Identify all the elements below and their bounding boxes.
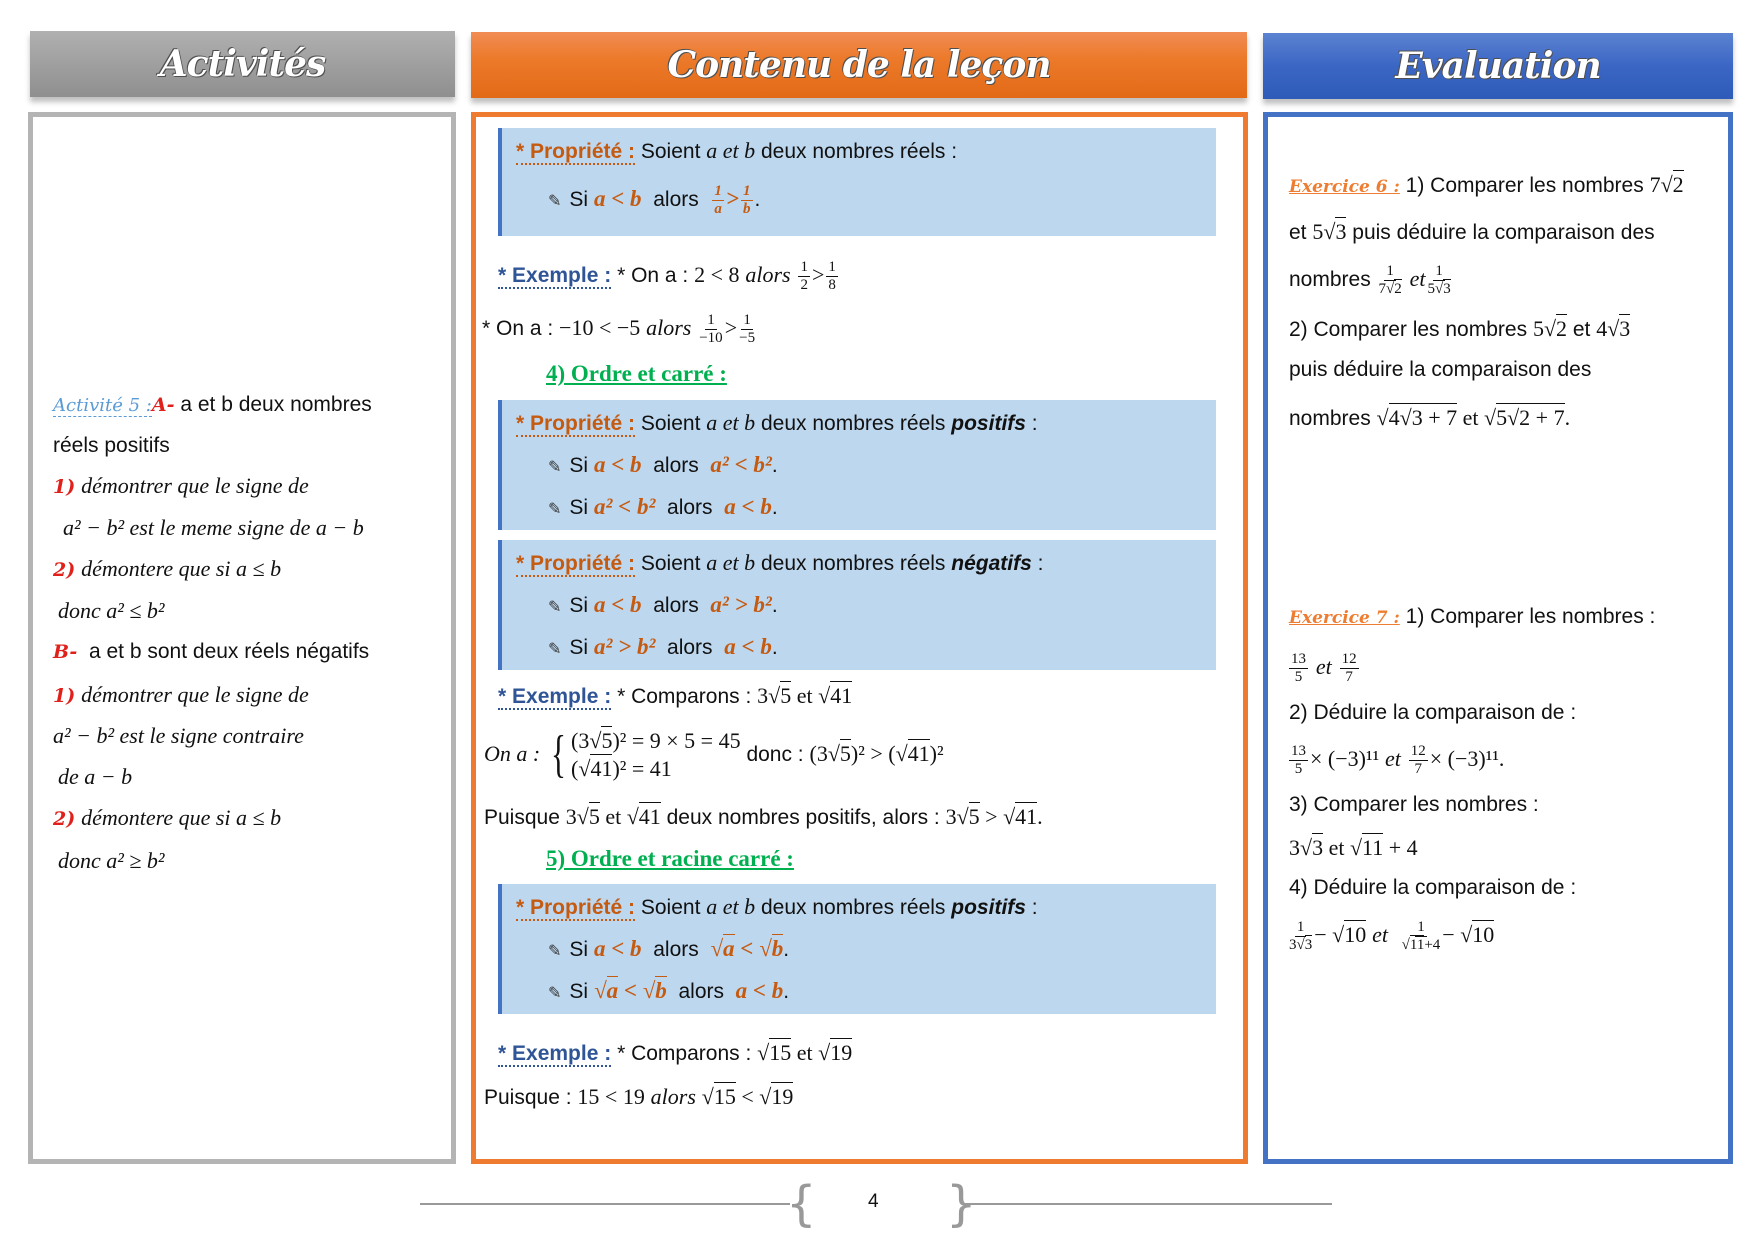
math: a² > b² bbox=[710, 592, 772, 617]
fraction: $\frac{1}{-10}$ bbox=[699, 312, 723, 346]
num: 1) bbox=[53, 685, 76, 707]
text: Soient bbox=[640, 896, 701, 919]
math: × (−3)¹¹ bbox=[1310, 746, 1380, 772]
text: 1) Comparer les nombres : bbox=[1405, 605, 1656, 628]
math: 3√5 et √41 bbox=[757, 683, 853, 708]
fraction: $\frac{1}{3√3}$ bbox=[1289, 919, 1313, 953]
header-contenu: Contenu de la leçon bbox=[471, 32, 1247, 98]
math: a < b bbox=[724, 494, 772, 519]
math: 3√5 et √41 bbox=[565, 804, 661, 829]
fraction: $\frac{1}{7√2}$ bbox=[1378, 263, 1402, 297]
math: √a < √b bbox=[710, 936, 784, 961]
text: 1) Comparer les nombres bbox=[1405, 174, 1644, 197]
fraction: $\frac{1}{b}$ bbox=[743, 183, 751, 217]
pen-icon: ✎ bbox=[548, 501, 562, 518]
text: alors bbox=[667, 496, 713, 519]
text: . bbox=[754, 188, 761, 212]
expr: donc a² ≥ b² bbox=[58, 848, 165, 873]
math: − √10 bbox=[1442, 922, 1495, 948]
pen-icon: ✎ bbox=[548, 985, 562, 1002]
math: et bbox=[1385, 746, 1401, 772]
text: réels positifs bbox=[53, 434, 170, 457]
math: a < b bbox=[593, 936, 642, 961]
footer-line-right bbox=[962, 1203, 1332, 1205]
math: alors bbox=[745, 262, 791, 288]
text: 2) Déduire la comparaison de : bbox=[1289, 701, 1577, 724]
math: 2 < 8 bbox=[694, 262, 740, 288]
fraction: $\frac{1}{a}$ bbox=[714, 183, 722, 217]
text: alors bbox=[653, 454, 699, 477]
section-5-title: 5) Ordre et racine carré : bbox=[546, 846, 794, 871]
text: nombres bbox=[1289, 407, 1371, 430]
text: donc : bbox=[746, 743, 804, 766]
text: Si bbox=[569, 496, 589, 519]
page-number: 4 bbox=[868, 1191, 879, 1212]
fraction: $\frac{1}{√11+4}$ bbox=[1401, 919, 1441, 953]
num: 1) bbox=[53, 476, 76, 498]
fraction: $\frac{12}{7}$ bbox=[1341, 651, 1357, 685]
propriete-label: * Propriété : bbox=[516, 140, 636, 163]
part-b: B- bbox=[53, 641, 78, 663]
text: Si bbox=[569, 980, 589, 1003]
math: 5√2 bbox=[1532, 316, 1568, 341]
math: et bbox=[1372, 922, 1388, 948]
text: deux nombres réels bbox=[761, 412, 946, 435]
expr: a² − b² est le signe contraire bbox=[53, 723, 304, 748]
text: : bbox=[1031, 896, 1038, 919]
text: alors bbox=[653, 188, 699, 212]
math: a < b bbox=[724, 634, 772, 659]
text: alors bbox=[653, 594, 699, 617]
exemple-label: * Exemple : bbox=[498, 264, 612, 288]
text: 2) Comparer les nombres bbox=[1289, 318, 1528, 341]
math: a et b bbox=[706, 138, 756, 163]
text: Si bbox=[569, 188, 589, 212]
section-4-title: 4) Ordre et carré : bbox=[546, 361, 727, 386]
math: a² < b² bbox=[710, 452, 772, 477]
text: puis déduire la comparaison des bbox=[1352, 221, 1655, 244]
math: 3√3 et √11 + 4 bbox=[1289, 835, 1418, 860]
exercice-label: Exercice 6 : bbox=[1289, 177, 1400, 197]
text: positifs bbox=[951, 412, 1026, 435]
text: Si bbox=[569, 938, 589, 961]
math: a² > b² bbox=[593, 634, 656, 659]
pen-icon: ✎ bbox=[548, 943, 562, 960]
pen-icon: ✎ bbox=[548, 599, 562, 616]
math: et bbox=[1315, 654, 1332, 680]
pen-icon: ✎ bbox=[548, 193, 562, 211]
exercice-label: Exercice 7 : bbox=[1289, 608, 1400, 628]
exemple-label: * Exemple : bbox=[498, 1042, 612, 1065]
math: − √10 bbox=[1314, 922, 1367, 948]
fraction: $\frac{1}{8}$ bbox=[828, 259, 836, 293]
text: deux nombres réels bbox=[761, 896, 946, 919]
text: nombres bbox=[1289, 268, 1371, 292]
fraction: $\frac{1}{-5}$ bbox=[739, 312, 756, 346]
math: a et b bbox=[706, 894, 756, 919]
math: × (−3)¹¹. bbox=[1429, 746, 1505, 772]
math: a < b bbox=[593, 186, 642, 212]
math: a et b bbox=[706, 410, 756, 435]
text: démontere que si a ≤ b bbox=[81, 805, 282, 830]
text: : bbox=[1031, 412, 1038, 435]
header-evaluation: Evaluation bbox=[1263, 33, 1733, 99]
num: 2) bbox=[53, 808, 76, 830]
propriete-label: * Propriété : bbox=[516, 552, 636, 575]
text: alors bbox=[678, 980, 724, 1003]
num: 2) bbox=[53, 559, 76, 581]
fraction: $\frac{1}{5√3}$ bbox=[1427, 263, 1451, 297]
math: a et b bbox=[706, 550, 756, 575]
expr: de a − b bbox=[58, 764, 133, 789]
text: Puisque : bbox=[484, 1086, 572, 1109]
pen-icon: ✎ bbox=[548, 641, 562, 658]
text: deux nombres réels : bbox=[761, 140, 958, 163]
text: Si bbox=[569, 594, 589, 617]
text: alors bbox=[667, 636, 713, 659]
text: * Comparons : bbox=[617, 1042, 752, 1065]
math: On a : bbox=[484, 741, 541, 766]
footer-bracket-left: { bbox=[786, 1176, 817, 1232]
header-activites: Activités bbox=[30, 31, 455, 97]
propriete-box-3: * Propriété : Soient a et b deux nombres réels négatifs : ✎ Si a < b alors a² > b². ✎ Si a² > b² alors a < b. bbox=[498, 540, 1216, 670]
math: a < b bbox=[593, 592, 642, 617]
part-a: A- bbox=[151, 394, 175, 416]
text: démontere que si a ≤ b bbox=[81, 556, 282, 581]
text: positifs bbox=[951, 896, 1026, 919]
pen-icon: ✎ bbox=[548, 459, 562, 476]
propriete-label: * Propriété : bbox=[516, 896, 636, 919]
fraction: $\frac{1}{2}$ bbox=[800, 259, 808, 293]
math: √15 < √19 bbox=[701, 1084, 794, 1109]
math: 4√3 bbox=[1596, 316, 1631, 341]
text: : bbox=[1037, 552, 1044, 575]
math: √4√3 + 7 et √5√2 + 7. bbox=[1376, 405, 1571, 430]
math: √15 et √19 bbox=[757, 1040, 853, 1065]
math: > bbox=[724, 315, 738, 341]
math: a² < b² bbox=[593, 494, 656, 519]
math: a < b bbox=[735, 978, 784, 1003]
activite-label: Activité 5 : bbox=[53, 395, 152, 416]
math: 5√3 bbox=[1312, 219, 1347, 244]
math: −10 < −5 bbox=[559, 315, 641, 341]
math: > bbox=[811, 262, 825, 288]
text: deux nombres positifs, alors : bbox=[666, 806, 940, 829]
text: 4) Déduire la comparaison de : bbox=[1289, 876, 1577, 899]
text: 3) Comparer les nombres : bbox=[1289, 793, 1539, 816]
text: * On a : bbox=[482, 317, 554, 341]
brace: { bbox=[551, 726, 567, 784]
math: √a < √b bbox=[593, 978, 667, 1003]
math: (3√5)² > (√41)² bbox=[809, 741, 944, 766]
text: Soient bbox=[640, 412, 701, 435]
text: Puisque bbox=[484, 806, 560, 829]
math: alors bbox=[646, 315, 692, 341]
text: a et b deux nombres bbox=[180, 393, 372, 416]
math: 15 < 19 bbox=[577, 1084, 645, 1109]
fraction: $\frac{13}{5}$ bbox=[1291, 743, 1306, 777]
text: et bbox=[1289, 221, 1307, 244]
text: puis déduire la comparaison des bbox=[1289, 358, 1592, 381]
math: > bbox=[725, 186, 740, 212]
expr: donc a² ≤ b² bbox=[58, 598, 165, 623]
text: alors bbox=[653, 938, 699, 961]
expr: a² − b² est le meme signe de a − b bbox=[63, 515, 364, 540]
exemple-label: * Exemple : bbox=[498, 685, 612, 708]
propriete-box-1 bbox=[498, 128, 1216, 236]
footer-bracket-right: } bbox=[946, 1176, 977, 1232]
math: 7√2 bbox=[1649, 172, 1684, 197]
text: et bbox=[1572, 318, 1591, 341]
math: a < b bbox=[593, 452, 642, 477]
math: 3√5 > √41. bbox=[945, 804, 1043, 829]
text: démontrer que le signe de bbox=[81, 473, 309, 498]
text: démontrer que le signe de bbox=[81, 682, 309, 707]
text: Soient bbox=[640, 140, 701, 163]
propriete-box-4: * Propriété : Soient a et b deux nombres réels positifs : ✎ Si a < b alors √a < √b. ✎ Si √a < √b alors a < b. bbox=[498, 884, 1216, 1014]
propriete-box-2: * Propriété : Soient a et b deux nombres réels positifs : ✎ Si a < b alors a² < b². ✎ Si a² < b² alors a < b. bbox=[498, 400, 1216, 530]
text: Soient bbox=[640, 552, 701, 575]
text: négatifs bbox=[951, 552, 1032, 575]
text: * On a : bbox=[617, 264, 689, 288]
math: alors bbox=[650, 1084, 696, 1109]
text: Si bbox=[569, 636, 589, 659]
math: et bbox=[1409, 266, 1426, 292]
fraction: $\frac{12}{7}$ bbox=[1410, 743, 1426, 777]
fraction: $\frac{13}{5}$ bbox=[1291, 651, 1306, 685]
text: deux nombres réels bbox=[761, 552, 946, 575]
system: (3√5)² = 9 × 5 = 45 (√41)² = 41 bbox=[571, 728, 741, 782]
text: * Comparons : bbox=[617, 685, 752, 708]
text: a et b sont deux réels négatifs bbox=[88, 640, 370, 663]
footer-line-left bbox=[420, 1203, 790, 1205]
propriete-label: * Propriété : bbox=[516, 412, 636, 435]
text: Si bbox=[569, 454, 589, 477]
